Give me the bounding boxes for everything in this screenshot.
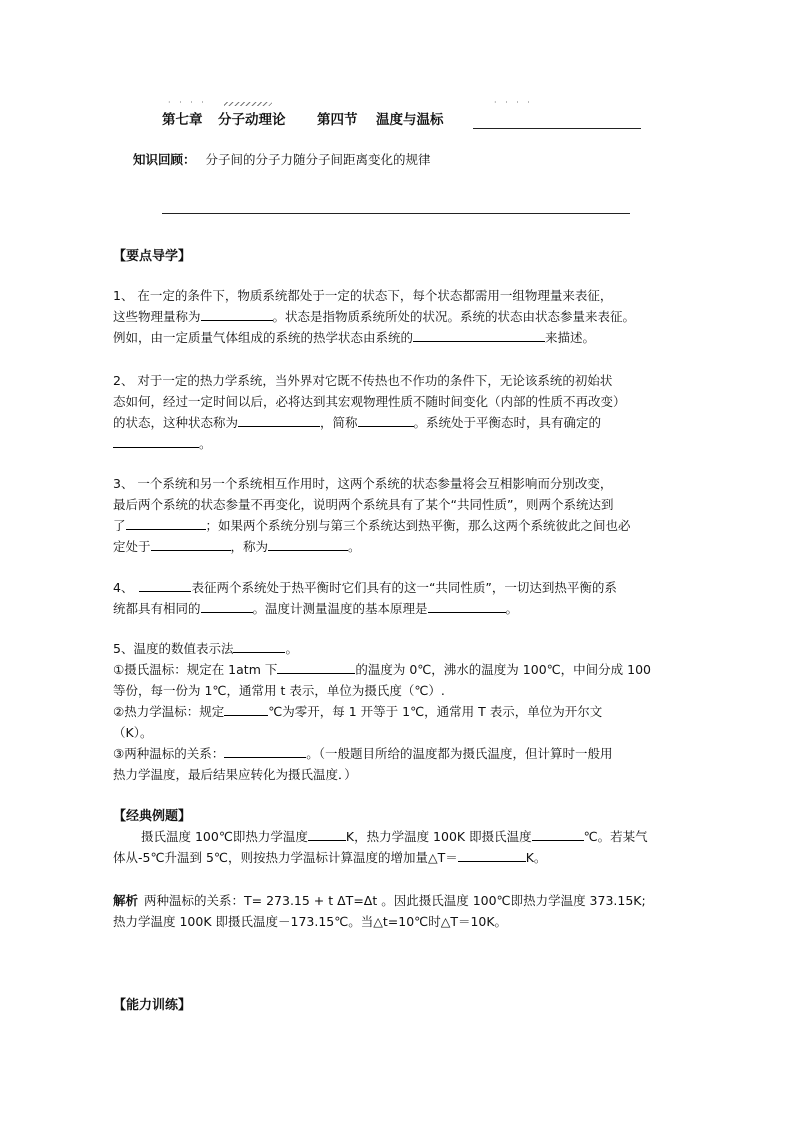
guide-paragraph-2 [113, 370, 626, 454]
emphasis-dots-left: · · · · [168, 98, 207, 107]
p4-line-1: 4、 表征两个系统处于热平衡时它们具有的这一“共同性质”，一切达到热平衡的系 [113, 580, 617, 595]
chapter-number: 第七章 [162, 112, 203, 128]
p3-line-1: 3、 一个系统和另一个系统相互作用时，这两个系统的状态参量将会互相影响而分别改变， [113, 476, 613, 491]
example-heading: 【经典例题】 [113, 809, 192, 824]
analysis-body [113, 890, 646, 932]
p5-line-7: 热力学温度，最后结果应转化为摄氏温度．） [113, 767, 357, 782]
header-blank-line [473, 128, 641, 129]
p5-line-3: 等份，每一份为 1℃，通常用 t 表示，单位为摄氏度（℃）. [113, 683, 445, 698]
review-label: 知识回顾： [133, 152, 196, 167]
p5-line-1: 5、温度的数值表示法 。 [113, 641, 298, 656]
review-answer-line [162, 213, 630, 214]
example-body [113, 826, 648, 868]
chapter-title: 分子动理论 [218, 112, 286, 128]
guide-heading: 【要点导学】 [113, 249, 192, 264]
p5-line-4: ②热力学温标：规定 ℃为零开，每 1 开等于 1℃，通常用 T 表示，单位为开尔文 [113, 704, 603, 719]
p4-line-2: 统都具有相同的 。温度计测量温度的基本原理是 。 [113, 601, 519, 616]
p1-line-1: 1、 在一定的条件下，物质系统都处于一定的状态下，每个状态都需用一组物理量来表征， [113, 288, 613, 303]
example-line-1: 摄氏温度 100℃即热力学温度 K，热力学温度 100K 即摄氏温度 ℃。若某气 [141, 829, 648, 844]
p2-line-3: 的状态，这种状态称为 ，简称 。系统处于平衡态时，具有确定的 [113, 415, 602, 430]
guide-paragraph-4 [113, 577, 617, 619]
guide-paragraph-1 [113, 285, 635, 348]
p2-line-1: 2、 对于一定的热力学系统，当外界对它既不传热也不作功的条件下，无论该系统的初始状 [113, 373, 613, 388]
example-line-2: 体从-5℃升温到 5℃，则按热力学温标计算温度的增加量△T＝ K。 [113, 850, 547, 865]
review-line [133, 150, 431, 168]
p3-line-3: 了 ；如果两个系统分别与第三个系统达到热平衡，那么这两个系统彼此之间也必 [113, 518, 631, 533]
guide-paragraph-3 [113, 473, 631, 557]
section-number: 第四节 [317, 112, 358, 128]
training-heading: 【能力训练】 [113, 998, 192, 1013]
analysis-line-2: 热力学温度 100K 即摄氏温度－173.15℃。当△t=10℃时△T＝10K。 [113, 914, 508, 929]
p3-line-2: 最后两个系统的状态参量不再变化，说明两个系统具有了某个“共同性质”，则两个系统达到 [113, 497, 614, 512]
analysis-label: 解析 [113, 893, 139, 908]
p1-line-2: 这些物理量称为 。状态是指物质系统所处的状况。系统的状态由状态参量来表征。 [113, 309, 636, 324]
p1-line-3: 例如，由一定质量气体组成的系统的热学状态由系统的 来描述。 [113, 330, 596, 345]
p2-line-4: 。 [113, 433, 626, 454]
guide-paragraph-5 [113, 638, 651, 785]
section-title: 温度与温标 [376, 112, 444, 128]
p2-line-2: 态如何，经过一定时间以后，必将达到其宏观物理性质不随时间变化（内部的性质不再改变） [113, 394, 626, 409]
wavy-underline-decoration [224, 102, 272, 106]
emphasis-dots-right: · · · · [494, 98, 533, 107]
analysis-line-1: 解析 两种温标的关系：T= 273.15 + t ΔT=Δt 。因此摄氏温度 100℃即热力学温度 373.15K; [113, 893, 646, 908]
p3-line-4: 定处于 ，称为 。 [113, 539, 361, 554]
p5-line-2: ①摄氏温标：规定在 1atm 下 的温度为 0℃，沸水的温度为 100℃，中间分成 100 [113, 662, 652, 677]
review-text: 分子间的分子力随分子间距离变化的规律 [205, 152, 431, 167]
p5-line-6: ③两种温标的关系： 。（一般题目所给的温度都为摄氏温度，但计算时一般用 [113, 746, 613, 761]
p5-line-5: （K）。 [113, 725, 153, 740]
